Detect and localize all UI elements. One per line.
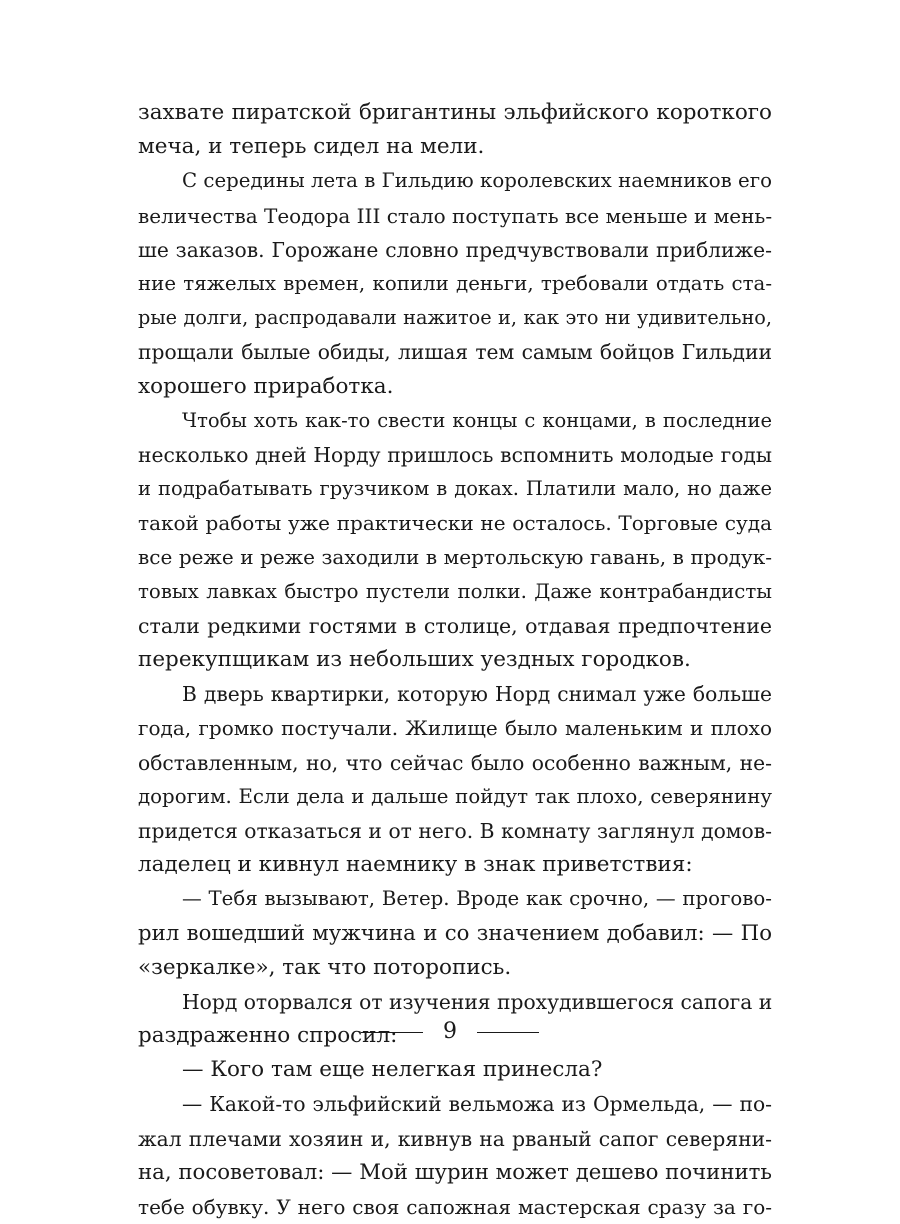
footer-rule-right xyxy=(477,1032,539,1033)
text-line: ше заказов. Горожане словно предчувствовали приближе- xyxy=(138,237,772,262)
text-line: — Тебя вызывают, Ветер. Вроде как срочно, — прогово- xyxy=(182,887,772,911)
text-line: такой работы уже практически не осталось. Торговые суда xyxy=(138,511,772,536)
text-line: обставленным, но, что сейчас было особенно важным, не- xyxy=(138,750,772,775)
text-line: ладелец и кивнул наемнику в знак приветствия: xyxy=(138,852,693,878)
text-line: рил вошедший мужчина и со значением добавил: — По xyxy=(138,920,772,946)
page-footer xyxy=(0,1012,900,1052)
text-line: придется отказаться и от него. В комнату заглянул домов- xyxy=(138,818,772,843)
text-line: несколько дней Норду пришлось вспомнить молодые годы xyxy=(138,442,772,467)
text-line: С середины лета в Гильдию королевских наемников его xyxy=(182,169,772,193)
text-line: перекупщикам из небольших уездных городков. xyxy=(138,647,691,672)
text-line: года, громко постучали. Жилище было маленьким и плохо xyxy=(138,716,772,741)
text-line: тебе обувку. У него своя сапожная мастерская сразу за го- xyxy=(138,1195,772,1219)
text-line: ние тяжелых времен, копили деньги, требовали отдать ста- xyxy=(138,271,772,295)
page-number: 9 xyxy=(443,1019,457,1044)
text-line: все реже и реже заходили в мертольскую гавань, в продук- xyxy=(138,545,772,570)
text-line: — Кого там еще нелегкая принесла? xyxy=(182,1057,603,1083)
text-line: «зеркалке», так что поторопись. xyxy=(138,954,512,980)
text-line: дорогим. Если дела и дальше пойдут так плохо, северянину xyxy=(138,784,772,808)
text-line: раздраженно спросил: xyxy=(138,1023,398,1049)
text-line: — Какой-то эльфийский вельможа из Ормельда, — по- xyxy=(182,1092,772,1117)
text-line: прощали былые обиды, лишая тем самым бойцов Гильдии xyxy=(138,340,772,365)
text-line: захвате пиратской бригантины эльфийского короткого xyxy=(138,100,772,125)
text-line: товых лавках быстро пустели полки. Даже контрабандисты xyxy=(138,579,772,603)
text-line: и подрабатывать грузчиком в доках. Платили мало, но даже xyxy=(138,477,772,501)
text-line: меча, и теперь сидел на мели. xyxy=(138,134,485,160)
text-line: Чтобы хоть как-то свести концы с концами, в последние xyxy=(182,408,772,432)
text-line: хорошего приработка. xyxy=(138,373,394,399)
footer-rule-left xyxy=(361,1032,423,1033)
text-line: на, посоветовал: — Мой шурин может дешево починить xyxy=(138,1159,772,1185)
text-line: рые долги, распродавали нажитое и, как это ни удивительно, xyxy=(138,306,772,330)
text-line: стали редкими гостями в столице, отдавая предпочтение xyxy=(138,613,772,638)
text-line: Норд оторвался от изучения прохудившегося сапога и xyxy=(182,989,773,1014)
text-line: В дверь квартирки, которую Норд снимал уже больше xyxy=(182,682,772,707)
text-line: величества Теодора III стало поступать все меньше и мень- xyxy=(138,203,773,228)
book-page-text xyxy=(138,96,772,1224)
text-line: жал плечами хозяин и, кивнув на рваный сапог северяни- xyxy=(138,1126,772,1151)
